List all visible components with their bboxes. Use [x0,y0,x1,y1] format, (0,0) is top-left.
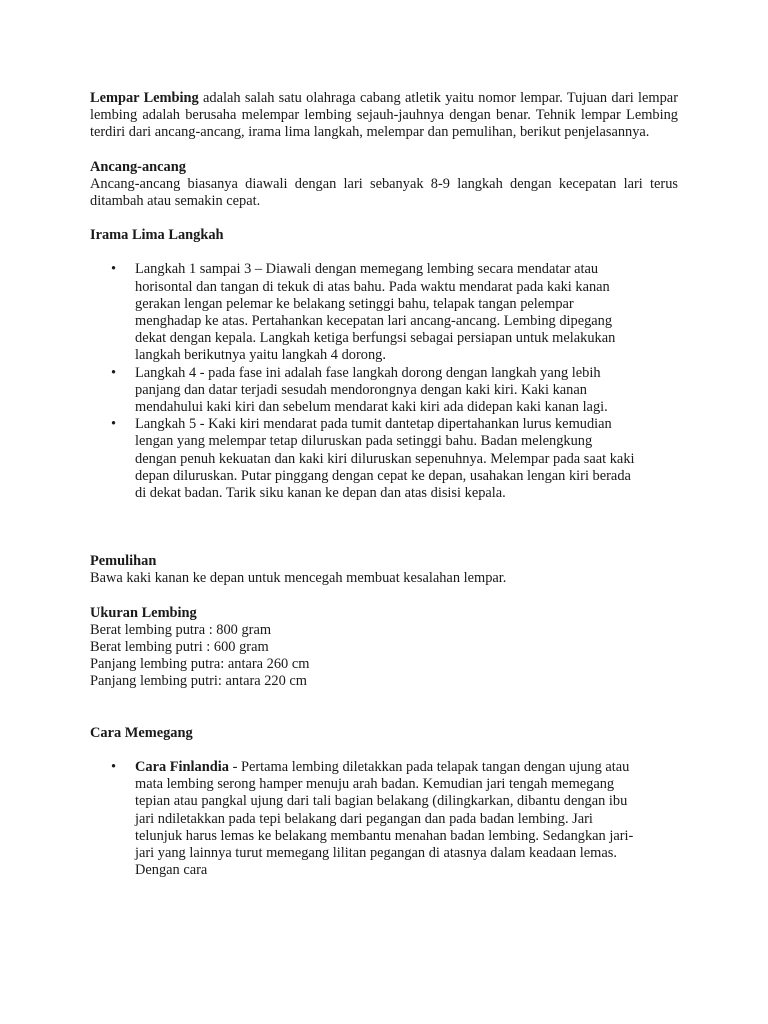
pemulihan-text: Bawa kaki kanan ke depan untuk mencegah membuat kesalahan lempar. [90,570,507,587]
intro-text: adalah salah satu olahraga cabang atletik yaitu nomor lempar. Tujuan dari lempar lembing adalah berusaha melempar lembing sejauh-jauhnya dengan benar. Tehnik lempar Lembing terdiri dari ancang-ancang, irama lima langkah, melempar dan pemulihan, berikut penjelasannya. [90,90,678,141]
document-page [90,90,678,879]
irama-list [90,261,678,502]
ukuran-line: Panjang lembing putra: antara 260 cm [90,656,310,673]
cara-list [90,759,678,879]
ancang-heading: Ancang-ancang [90,158,186,175]
cara-heading: Cara Memegang [90,724,193,741]
list-item [90,365,637,417]
ukuran-line: Panjang lembing putri: antara 220 cm [90,673,308,690]
ukuran-heading: Ukuran Lembing [90,604,197,621]
irama-heading: Irama Lima Langkah [90,227,224,244]
pemulihan-heading: Pemulihan [90,553,157,570]
ukuran-line: Berat lembing putri : 600 gram [90,639,269,656]
bullet-icon: • [111,261,117,278]
bullet-icon: • [111,416,117,433]
list-item [90,759,637,879]
list-item-lead: Cara Finlandia [135,758,229,775]
list-item-text: Langkah 4 - pada fase ini adalah fase langkah dorong dengan langkah yang lebih panjang dan datar terjadi sesudah mendorongnya dengan kaki kiri. Kaki kanan mendahului kaki kiri dan sebelum mendarat kaki kiri ada didepan kaki kanan lagi. [135,364,608,416]
intro-paragraph [90,90,678,142]
bullet-icon: • [111,758,117,775]
ancang-text: Ancang-ancang biasanya diawali dengan lari sebanyak 8-9 langkah dengan kecepatan lari terus ditambah atau semakin cepat. [90,175,678,210]
list-item-text: Langkah 1 sampai 3 – Diawali dengan memegang lembing secara mendatar atau horisontal dan tangan di tekuk di atas bahu. Pada waktu mendarat pada kaki kanan gerakan lengan pelemar ke belakang setinggi bahu, telapak tangan pelempar menghadap ke atas. Pertahankan kecepatan lari ancang-ancang. Lembing dipegang dekat dengan kepala. Langkah ketiga berfungsi sebagai persiapan untuk melakukan langkah berikutnya yaitu langkah 4 dorong. [135,261,616,364]
list-item [90,416,637,502]
bullet-icon: • [111,364,117,381]
list-item-text: - Pertama lembing diletakkan pada telapak tangan dengan ujung atau mata lembing serong hamper menuju arah badan. Kemudian jari tengah memegang tepian atau pangkal ujung dari tali bagian belakang (dilingkarkan, dibantu dengan ibu jari ndiletakkan pada tepi belakang dari pegangan dan pada badan lembing. Jari telunjuk harus lemas ke belakang membantu menahan badan lembing. Sedangkan jari-jari yang lainnya turut memegang lilitan pegangan di atasnya dalam keadaan lemas. Dengan cara [135,758,634,879]
list-item [90,261,637,364]
ukuran-line: Berat lembing putra : 800 gram [90,621,272,638]
list-item-text: Langkah 5 - Kaki kiri mendarat pada tumit dantetap dipertahankan lurus kemudian lengan yang melempar tetap diluruskan pada setinggi bahu. Badan melengkung dengan penuh kekuatan dan kaki kiri diluruskan sepenuhnya. Melempar pada saat kaki depan diluruskan. Putar pinggang dengan cepat ke depan, usahakan lengan kiri berada di dekat badan. Tarik siku kanan ke depan dan atas disisi kepala. [135,416,635,502]
intro-lead: Lempar Lembing [90,90,199,106]
